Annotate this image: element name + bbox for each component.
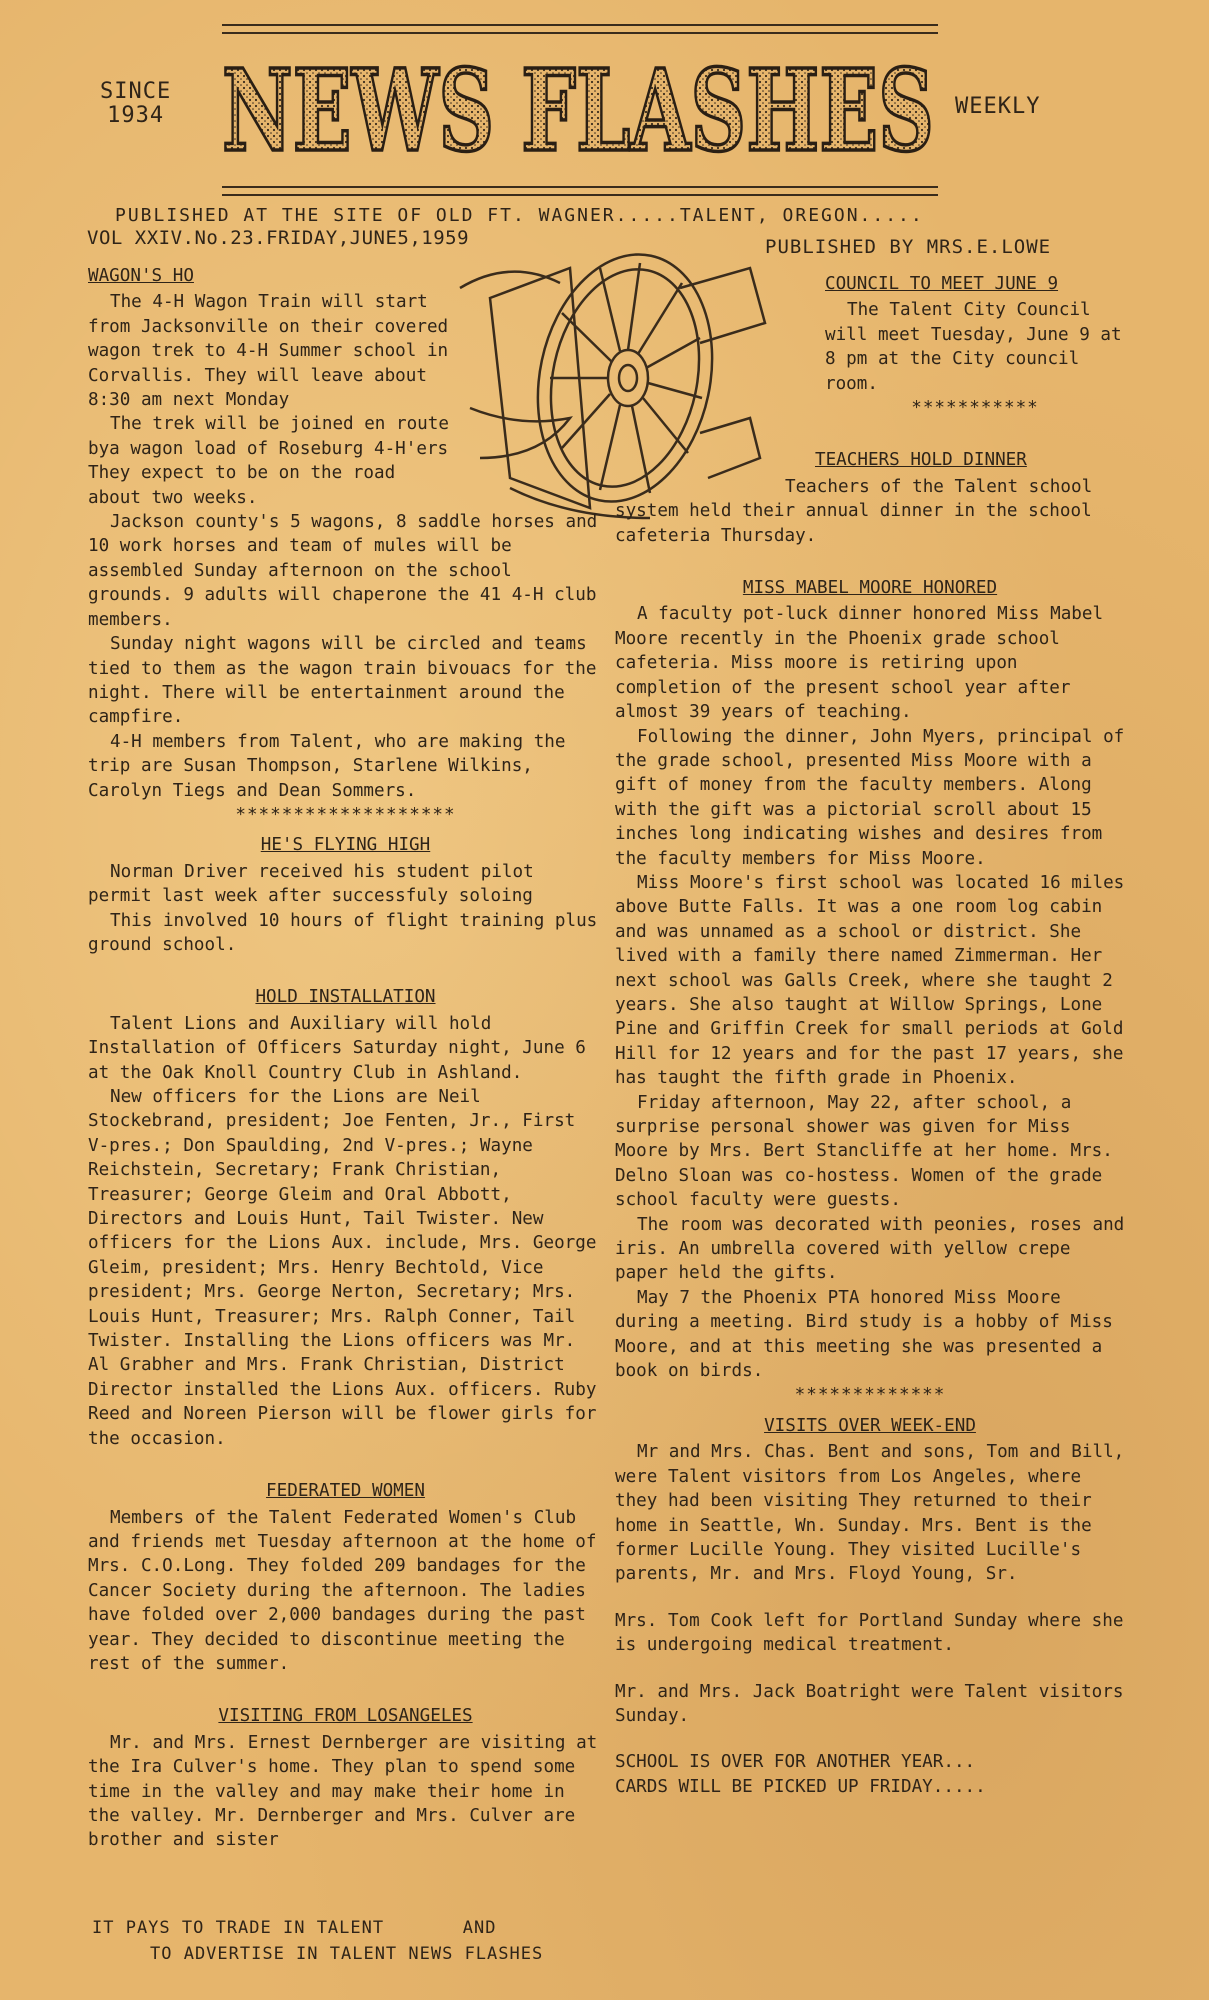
masthead-top-rule-2 bbox=[222, 32, 938, 34]
boatright-paragraph: Mr. and Mrs. Jack Boatright were Talent visitors Sunday. bbox=[615, 1681, 1135, 1726]
left-column bbox=[88, 258, 608, 1853]
wagons-paragraph-2: The trek will be joined en route bya wagon load of Roseburg 4-H'ers They expect to be on the road about two weeks. bbox=[88, 414, 460, 508]
council-divider-stars: *********** bbox=[911, 398, 1039, 419]
school-notice-line-2: CARDS WILL BE PICKED UP FRIDAY..... bbox=[615, 1776, 986, 1797]
masthead-top-rule bbox=[222, 24, 938, 26]
teachers-paragraph-1: Teachers of the Talent school system held their annual dinner in the school cafeteria Thursday. bbox=[615, 476, 1103, 546]
visiting-paragraph-1: Mr. and Mrs. Ernest Dernberger are visiting at the Ira Culver's home. They plan to spend some time in the valley and may make their home in the valley. Mr. Dernberger and Mrs. Culver are brother and sister bbox=[88, 1732, 608, 1851]
cook-paragraph: Mrs. Tom Cook left for Portland Sunday where she is undergoing medical treatment. bbox=[615, 1610, 1135, 1656]
masthead-title bbox=[218, 38, 938, 178]
frequency-label: WEEKLY bbox=[955, 94, 1041, 119]
section-divider-stars: ******************* bbox=[235, 804, 456, 825]
council-paragraph-1: The Talent City Council will meet Tuesday, June 9 at 8 pm at the City council room. bbox=[825, 300, 1133, 394]
masthead-bottom-rule-2 bbox=[222, 194, 938, 196]
installation-paragraph-1: Talent Lions and Auxiliary will hold Installation of Officers Saturday night, June 6 at the Oak Knoll Country Club in Ashland. bbox=[88, 1013, 597, 1083]
publication-line: PUBLISHED AT THE SITE OF OLD FT. WAGNER.....TALENT, OREGON..... bbox=[115, 205, 924, 226]
council-headline: COUNCIL TO MEET JUNE 9 bbox=[825, 274, 1059, 294]
volume-line: VOL XXIV.No.23.FRIDAY,JUNE5,1959 bbox=[87, 227, 470, 249]
wagons-paragraph-5: 4-H members from Talent, who are making the trip are Susan Thompson, Starlene Wilkins, Carolyn Tiegs and Dean Sommers. bbox=[88, 731, 577, 801]
visits-paragraph-1: Mr and Mrs. Chas. Bent and sons, Tom and Bill, were Talent visitors from Los Angeles, where they had been visiting They returned to their home in Seattle, Wn. Sunday. Mrs. Bent is the former Lucille Young. They visited Lucille's parents, Mr. and Mrs. Floyd Young, Sr. bbox=[615, 1442, 1135, 1585]
wagons-paragraph-4: Sunday night wagons will be circled and teams tied to them as the wagon train bivouacs for the night. There will be entertainment around the campfire. bbox=[88, 634, 608, 728]
footer-line-2: TO ADVERTISE IN TALENT NEWS FLASHES bbox=[150, 1944, 544, 1964]
since-text: SINCE bbox=[100, 79, 172, 104]
flying-paragraph-1: Norman Driver received his student pilot permit last week after successfuly soloing bbox=[88, 861, 545, 907]
moore-paragraph-2: Following the dinner, John Myers, principal of the grade school, presented Miss Moore with a gift of money from the faculty members. Along with the gift was a pictorial scroll about 15 inches long indicating wishes and desires from the faculty members for Miss Moore. bbox=[615, 726, 1135, 869]
teachers-headline: TEACHERS HOLD DINNER bbox=[815, 450, 1027, 471]
publisher-line: PUBLISHED BY MRS.E.LOWE bbox=[765, 236, 1052, 258]
visiting-headline: VISITING FROM LOSANGELES bbox=[218, 1706, 473, 1727]
right-column bbox=[615, 266, 1135, 1799]
since-label bbox=[100, 80, 171, 128]
teachers-block bbox=[735, 448, 1125, 472]
moore-divider-stars: ************* bbox=[794, 1385, 946, 1406]
wagons-paragraph-1: The 4-H Wagon Train will start from Jacksonville on their covered wagon trek to 4-H Summer school in Corvallis. They will leave about 8:30 am next Monday bbox=[88, 292, 459, 411]
installation-paragraph-2: New officers for the Lions are Neil Stockebrand, president; Joe Fenten, Jr., First V-pres.; Don Spaulding, 2nd V-pres.; Wayne Reichstein, Secretary; Frank Christian, Treasurer; George Gleim and Oral Abbott, Directors and Louis Hunt, Tail Twister. New officers for the Lions Aux. include, Mrs. George Gleim, president; Mrs. Henry Bechtold, Vice president; Mrs. George Nerton, Secretary; Mrs. Louis Hunt, Treasurer; Mrs. Ralph Conner, Tail Twister. Installing the Lions officers was Mr. Al Grabher and Mrs. Frank Christian, District Director installed the Lions Aux. officers. Ruby Reed and Noreen Pierson will be flower girls for the occasion. bbox=[88, 1087, 608, 1449]
flying-paragraph-2: This involved 10 hours of flight training plus ground school. bbox=[88, 910, 608, 955]
installation-headline: HOLD INSTALLATION bbox=[255, 987, 436, 1008]
moore-paragraph-6: May 7 the Phoenix PTA honored Miss Moore during a meeting. Bird study is a hobby of Miss Moore, and at this meeting she was presented a book on birds. bbox=[615, 1287, 1124, 1382]
moore-paragraph-3: Miss Moore's first school was located 16 miles above Butte Falls. It was a one room log cabin and was unnamed as a school or district. She lived with a family there named Zimmerman. Her next school was Galls Creek, where she taught 2 years. She also taught at Willow Springs, Lone Pine and Griffin Creek for small periods at Gold Hill for 12 years and for the past 17 years, she has taught the fifth grade in Phoenix. bbox=[615, 872, 1135, 1089]
masthead-bottom-rule bbox=[222, 186, 938, 188]
school-notice-line-1: SCHOOL IS OVER FOR ANOTHER YEAR... bbox=[615, 1752, 976, 1773]
moore-paragraph-4: Friday afternoon, May 22, after school, a surprise personal shower was given for Miss Moore by Mrs. Bert Stancliffe at her home. Mrs. Delno Sloan was co-hostess. Women of the grade school faculty were guests. bbox=[615, 1092, 1124, 1211]
moore-paragraph-5: The room was decorated with peonies, roses and iris. An umbrella covered with yellow crepe paper held the gifts. bbox=[615, 1214, 1135, 1284]
council-block bbox=[825, 272, 1133, 420]
masthead-title-text: NEWS FLASHES bbox=[222, 46, 934, 177]
wagons-headline: WAGON'S HO bbox=[88, 266, 194, 286]
wagons-paragraph-3: Jackson county's 5 wagons, 8 saddle horses and 10 work horses and team of mules will be assembled Sunday afternoon on the school grounds. 9 adults will chaperone the 41 4-H club members. bbox=[88, 512, 608, 630]
footer-line-1: IT PAYS TO TRADE IN TALENT AND bbox=[92, 1918, 497, 1938]
visits-headline: VISITS OVER WEEK-END bbox=[764, 1415, 976, 1436]
federated-headline: FEDERATED WOMEN bbox=[266, 1481, 425, 1502]
moore-paragraph-1: A faculty pot-luck dinner honored Miss Mabel Moore recently in the Phoenix grade school cafeteria. Miss moore is retiring upon completion of the present school year after almost 39 years of teaching. bbox=[615, 604, 1114, 723]
flying-headline: HE'S FLYING HIGH bbox=[260, 835, 431, 856]
moore-headline: MISS MABEL MOORE HONORED bbox=[742, 578, 998, 599]
federated-paragraph-1: Members of the Talent Federated Women's Club and friends met Tuesday afternoon at the home of Mrs. C.O.Long. They folded 209 bandages for the Cancer Society during the afternoon. The ladies have folded over 2,000 bandages during the past year. They decided to discontinue meeting the rest of the summer. bbox=[88, 1507, 608, 1674]
since-year: 1934 bbox=[107, 103, 165, 128]
wagons-narrow-block bbox=[88, 290, 458, 510]
